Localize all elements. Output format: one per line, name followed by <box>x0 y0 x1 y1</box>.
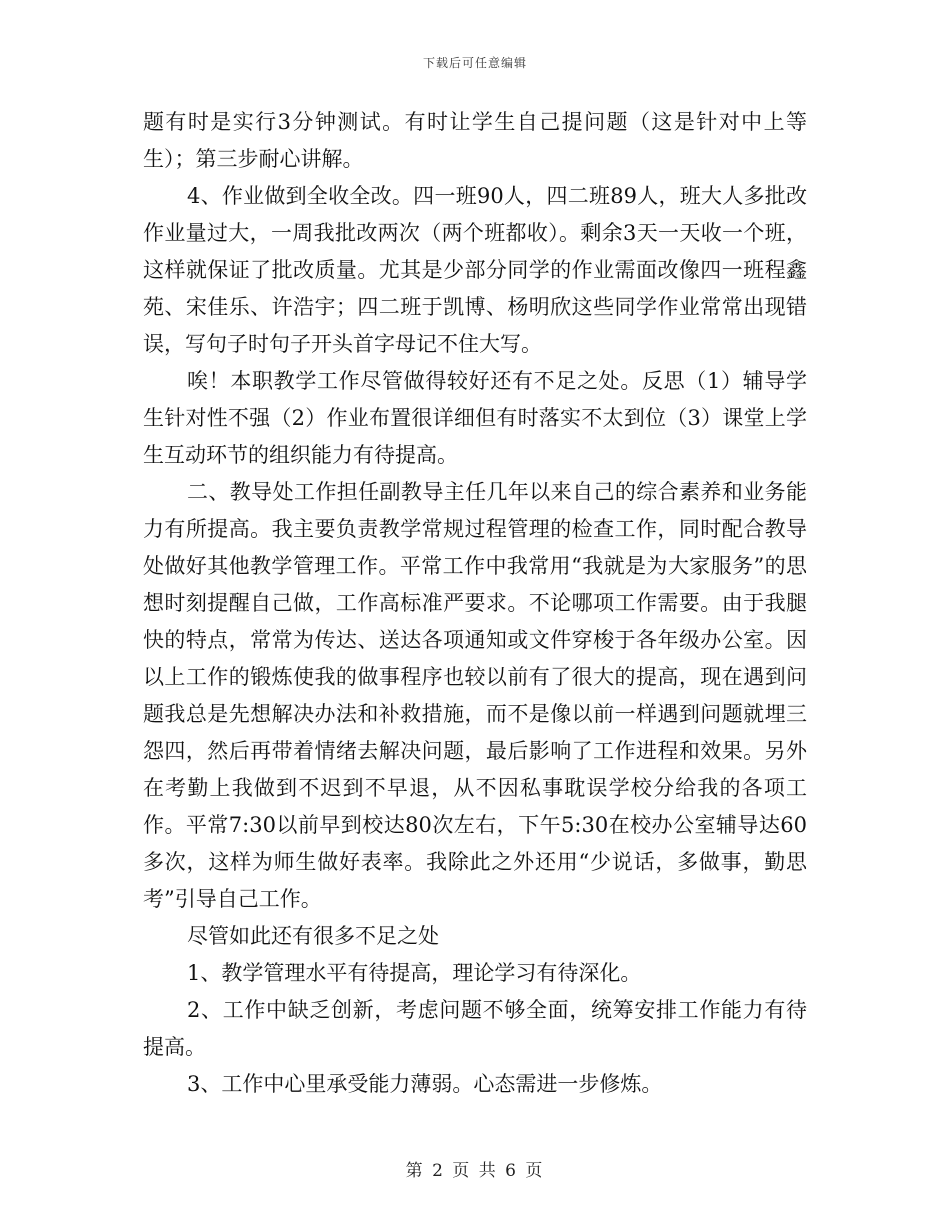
paragraph-3: 唉！本职教学工作尽管做得较好还有不足之处。反思（1）辅导学生针对性不强（2）作业布置很详细但有时落实不太到位（3）课堂上学生互动环节的组织能力有待提高。 <box>143 369 807 467</box>
paragraph-6: 1、教学管理水平有待提高，理论学习有待深化。 <box>187 961 642 985</box>
paragraph-4: 二、教导处工作担任副教导主任几年以来自己的综合素养和业务能力有所提高。我主要负责教学常规过程管理的检查工作，同时配合教导处做好其他教学管理工作。平常工作中我常用“我就是为大家服务”的思想时刻提醒自己做，工作高标准严要求。不论哪项工作需要。由于我腿快的特点，常常为传达、送达各项通知或文件穿梭于各年级办公室。因以上工作的锻炼使我的做事程序也较以前有了很大的提高，现在遇到问题我总是先想解决办法和补救措施，而不是像以前一样遇到问题就埋三怨四，然后再带着情绪去解决问题，最后影响了工作进程和效果。另外在考勤上我做到不迟到不早退，从不因私事耽误学校分给我的各项工作。平常7:30以前早到校达80次左右，下午5:30在校办公室辅导达60多次，这样为师生做好表率。我除此之外还用“少说话，多做事，勤思考”引导自己工作。 <box>143 480 807 911</box>
paragraph-7: 2、工作中缺乏创新，考虑问题不够全面，统筹安排工作能力有待提高。 <box>143 998 807 1059</box>
paragraph-8: 3、工作中心里承受能力薄弱。心态需进一步修炼。 <box>187 1072 663 1096</box>
page-header: 下载后可任意编辑 <box>422 56 527 70</box>
page-number: 第 2 页 共 6 页 <box>405 1161 545 1181</box>
paragraph-2: 4、作业做到全收全改。四一班90人，四二班89人，班大人多批改作业量过大，一周我批改两次（两个班都收）。剩余3天一天收一个班，这样就保证了批改质量。尤其是少部分同学的作业需面改像四一班程鑫苑、宋佳乐、许浩宇；四二班于凯博、杨明欣这些同学作业常常出现错误，写句子时句子开头首字母记不住大写。 <box>143 184 807 356</box>
paragraph-5: 尽管如此还有很多不足之处 <box>187 924 439 948</box>
document-body <box>143 104 807 1103</box>
paragraph-1: 题有时是实行3分钟测试。有时让学生自己提问题（这是针对中上等生）；第三步耐心讲解。 <box>143 110 807 171</box>
